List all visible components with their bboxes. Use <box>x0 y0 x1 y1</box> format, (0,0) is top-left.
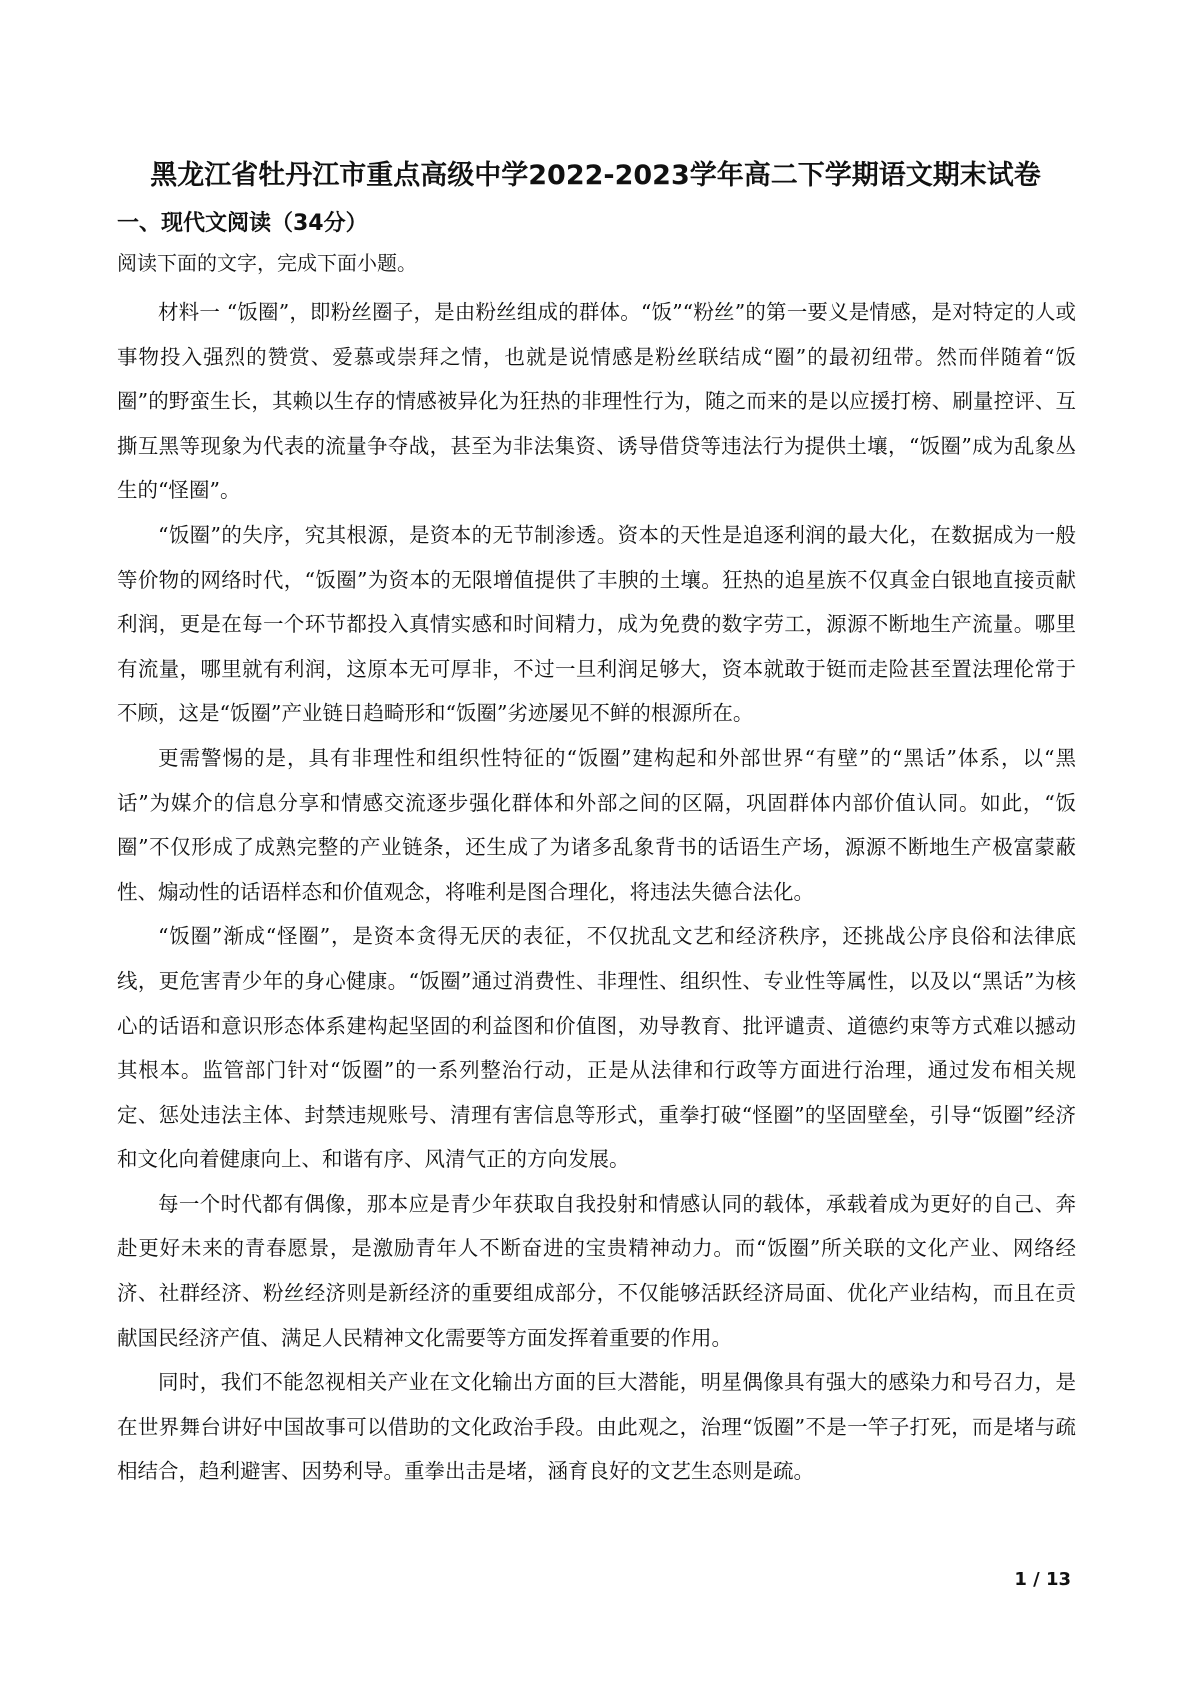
section-heading: 一、现代文阅读（34分） <box>117 211 368 236</box>
reading-instruction: 阅读下面的文字，完成下面小题。 <box>117 251 417 275</box>
paragraph: 材料一 “饭圈”，即粉丝圈子，是由粉丝组成的群体。“饭”“粉丝”的第一要义是情感，是对特定的人或事物投入强烈的赞赏、爱慕或崇拜之情，也就是说情感是粉丝联结成“圈”的最初纽带。然而伴随着“饭圈”的野蛮生长，其赖以生存的情感被异化为狂热的非理性行为，随之而来的是以应援打榜、刷量控评、互撕互黑等现象为代表的流量争夺战，甚至为非法集资、诱导借贷等违法行为提供土壤，“饭圈”成为乱象丛生的“怪圈”。 <box>117 300 1076 503</box>
paragraph: “饭圈”的失序，究其根源，是资本的无节制渗透。资本的天性是追逐利润的最大化，在数据成为一般等价物的网络时代，“饭圈”为资本的无限增值提供了丰腴的土壤。狂热的追星族不仅真金白银地直接贡献利润，更是在每一个环节都投入真情实感和时间精力，成为免费的数字劳工，源源不断地生产流量。哪里有流量，哪里就有利润，这原本无可厚非，不过一旦利润足够大，资本就敢于铤而走险甚至置法理伦常于不顾，这是“饭圈”产业链日趋畸形和“饭圈”劣迹屡见不鲜的根源所在。 <box>117 522 1076 726</box>
document-title: 黑龙江省牡丹江市重点高级中学2022-2023学年高二下学期语文期末试卷 <box>150 160 1041 191</box>
page-number: 1 / 13 <box>1014 1569 1071 1590</box>
reading-passage <box>117 290 1076 1494</box>
paragraph: “饭圈”渐成“怪圈”，是资本贪得无厌的表征，不仅扰乱文艺和经济秩序，还挑战公序良俗和法律底线，更危害青少年的身心健康。“饭圈”通过消费性、非理性、组织性、专业性等属性，以及以“黑话”为核心的话语和意识形态体系建构起坚固的利益图和价值图，劝导教育、批评谴责、道德约束等方式难以撼动其根本。监管部门针对“饭圈”的一系列整治行动，正是从法律和行政等方面进行治理，通过发布相关规定、惩处违法主体、封禁违规账号、清理有害信息等形式，重拳打破“怪圈”的坚固壁垒，引导“饭圈”经济和文化向着健康向上、和谐有序、风清气正的方向发展。 <box>117 924 1076 1172</box>
paragraph: 更需警惕的是，具有非理性和组织性特征的“饭圈”建构起和外部世界“有壁”的“黑话”体系，以“黑话”为媒介的信息分享和情感交流逐步强化群体和外部之间的区隔，巩固群体内部价值认同。如此，“饭圈”不仅形成了成熟完整的产业链条，还生成了为诸多乱象背书的话语生产场，源源不断地生产极富蒙蔽性、煽动性的话语样态和价值观念，将唯利是图合理化，将违法失德合法化。 <box>117 745 1076 904</box>
paragraph: 同时，我们不能忽视相关产业在文化输出方面的巨大潜能，明星偶像具有强大的感染力和号召力，是在世界舞台讲好中国故事可以借助的文化政治手段。由此观之，治理“饭圈”不是一竿子打死，而是堵与疏相结合，趋利避害、因势利导。重拳出击是堵，涵育良好的文艺生态则是疏。 <box>117 1370 1076 1484</box>
paragraph: 每一个时代都有偶像，那本应是青少年获取自我投射和情感认同的载体，承载着成为更好的自己、奔赴更好未来的青春愿景，是激励青年人不断奋进的宝贵精神动力。而“饭圈”所关联的文化产业、网络经济、社群经济、粉丝经济则是新经济的重要组成部分，不仅能够活跃经济局面、优化产业结构，而且在贡献国民经济产值、满足人民精神文化需要等方面发挥着重要的作用。 <box>117 1191 1076 1350</box>
